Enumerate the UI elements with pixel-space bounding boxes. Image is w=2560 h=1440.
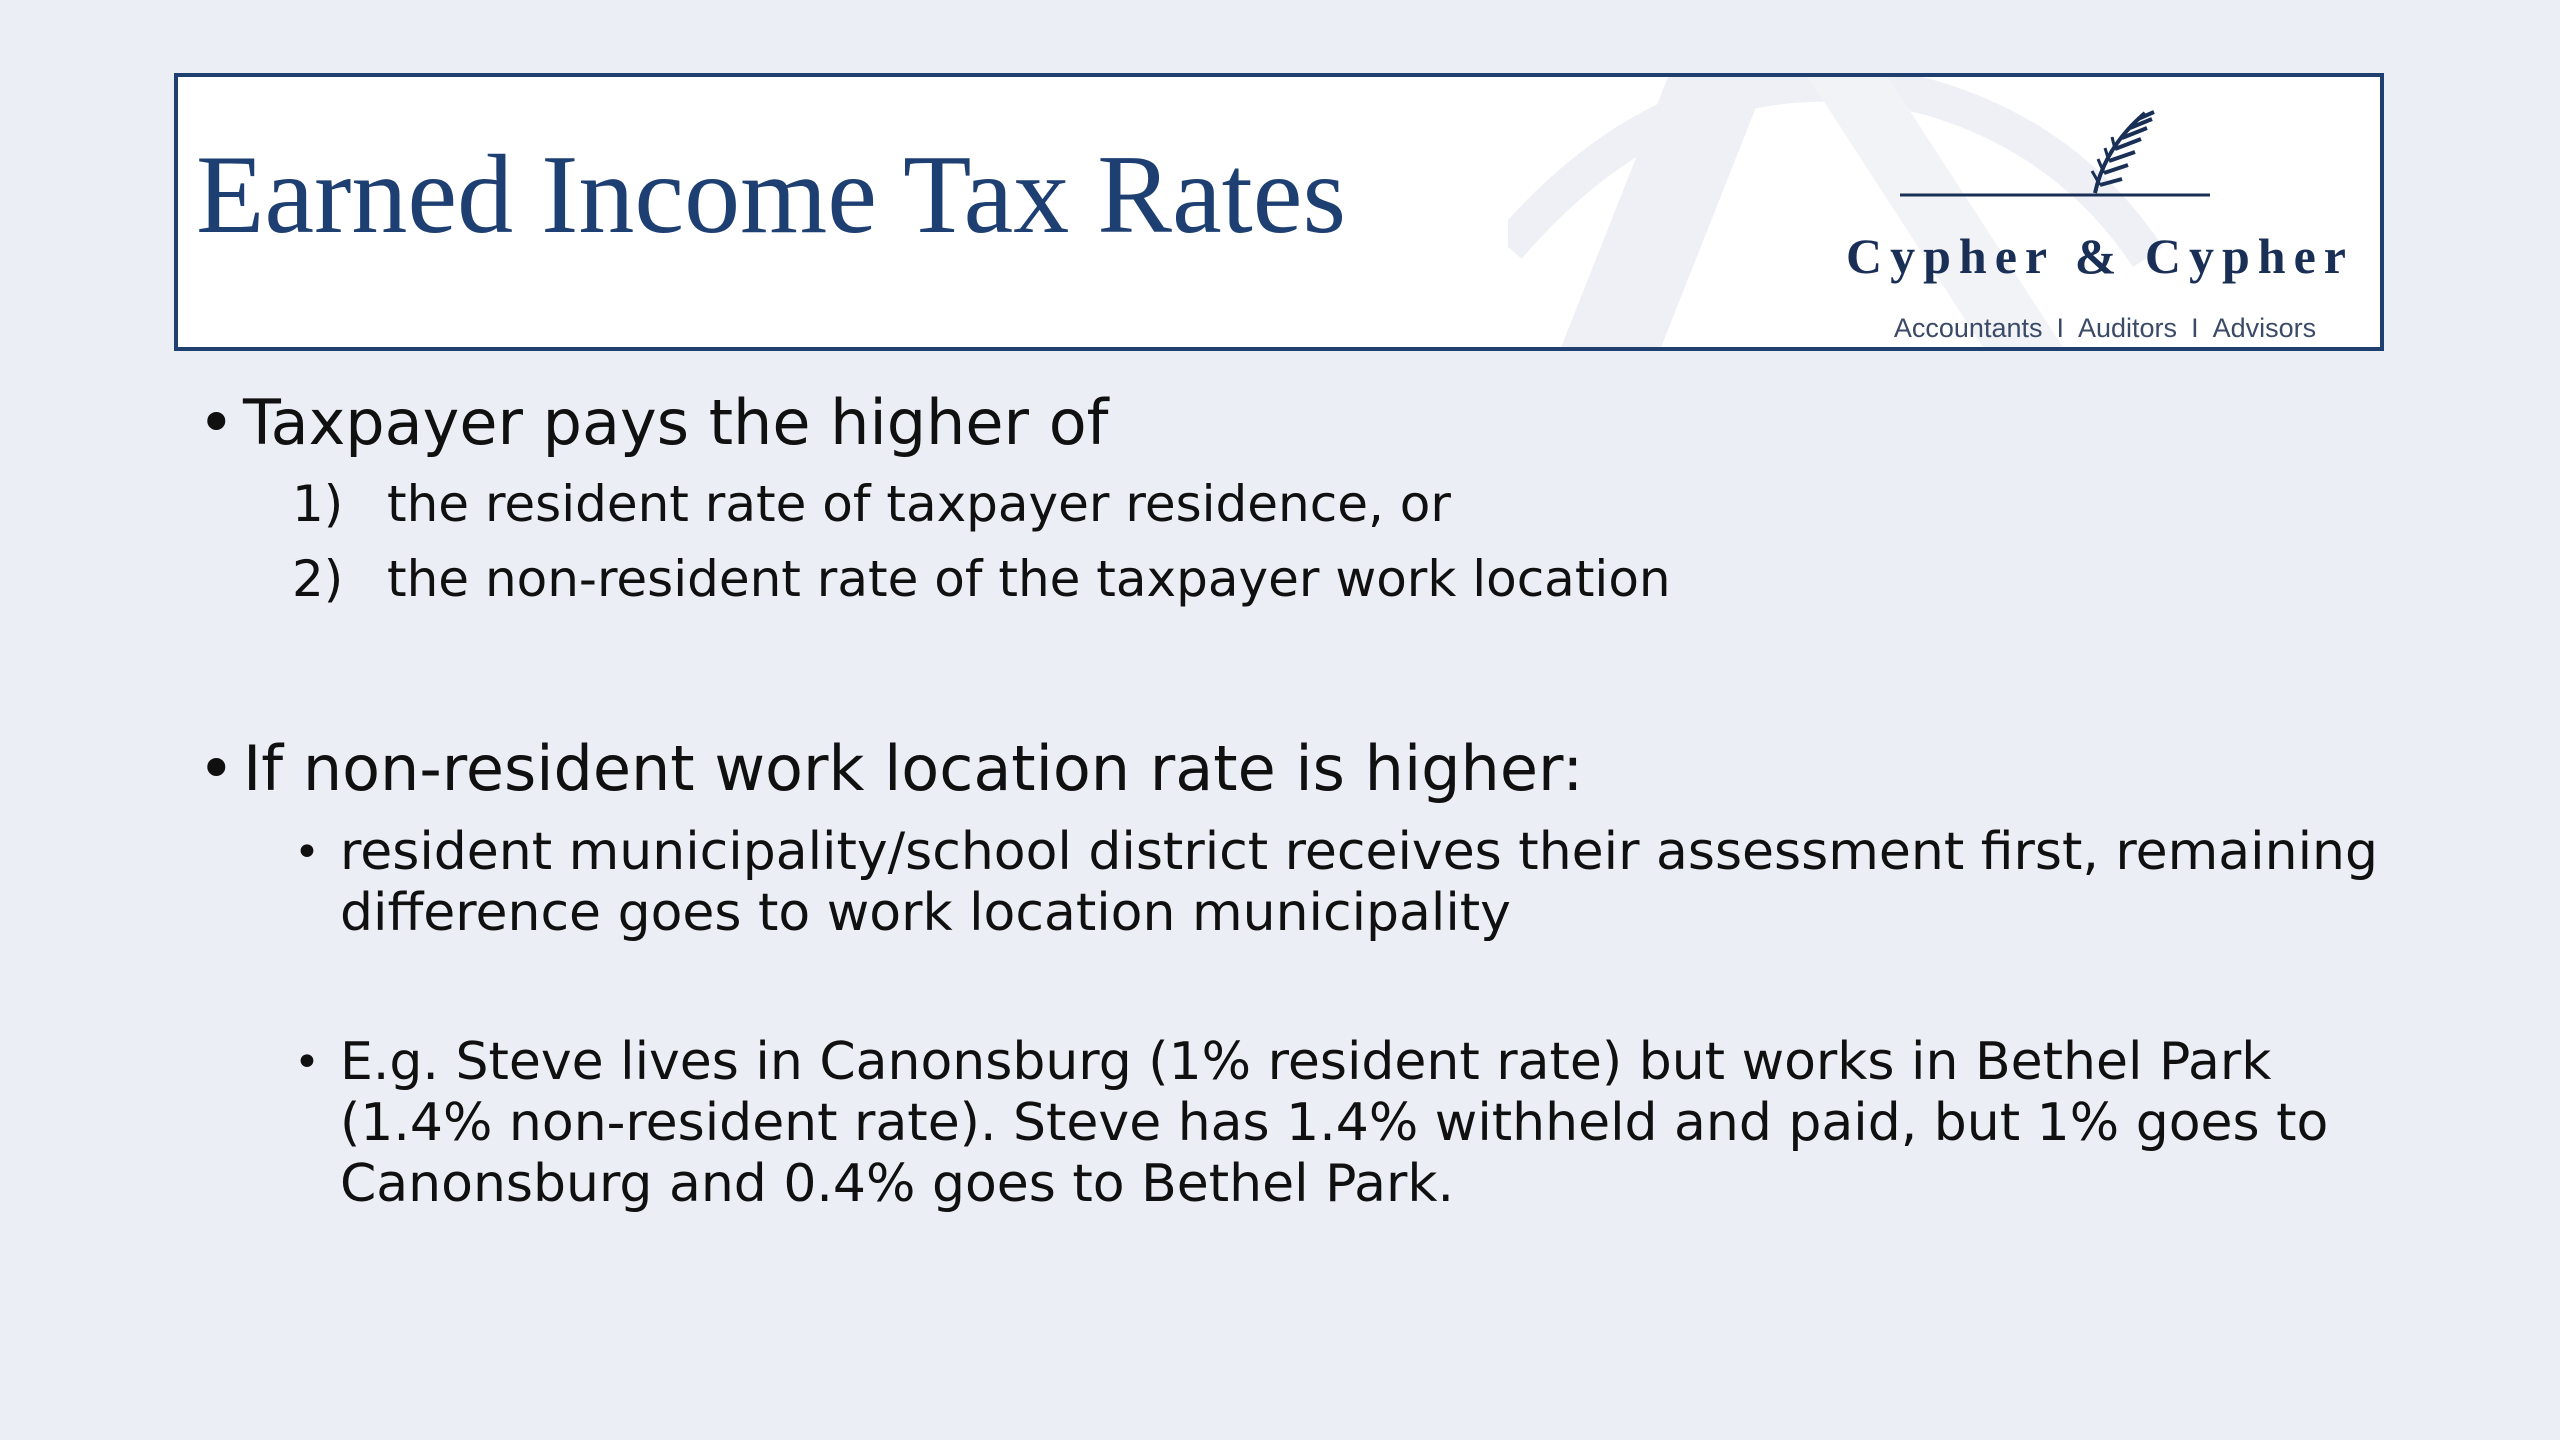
tagline-advisors: Advisors <box>2212 313 2317 343</box>
item-text: the non-resident rate of the taxpayer work location <box>387 550 1671 608</box>
bullet-icon: • <box>198 732 235 805</box>
sub-bullet-item <box>294 822 2378 944</box>
bullet-icon: • <box>198 386 235 459</box>
sub-bullet-line: E.g. Steve lives in Canonsburg (1% resident rate) but works in Bethel Park <box>340 1032 2272 1092</box>
company-logo <box>1820 77 2380 351</box>
logo-name: Cypher & Cypher <box>1846 228 2354 284</box>
bullet-icon: • <box>294 827 320 878</box>
sub-bullet-line: Canonsburg and 0.4% goes to Bethel Park. <box>340 1154 1455 1214</box>
tagline-accountants: Accountants <box>1893 313 2043 343</box>
sub-bullet-item <box>294 1032 2329 1215</box>
bullet-item <box>198 386 1109 459</box>
bullet-text: Taxpayer pays the higher of <box>243 386 1109 459</box>
item-text: the resident rate of taxpayer residence, or <box>387 475 1451 533</box>
sub-bullet-line: resident municipality/school district receives their assessment first, remaining <box>340 822 2378 882</box>
sub-bullet-line: (1.4% non-resident rate). Steve has 1.4% withheld and paid, but 1% goes to <box>340 1093 2329 1153</box>
tagline-separator: I <box>2191 313 2199 343</box>
item-number: 1) <box>292 475 344 533</box>
bullet-text: If non-resident work location rate is higher: <box>243 732 1584 805</box>
quill-icon <box>1900 107 2300 207</box>
bullet-item <box>198 732 1584 805</box>
tagline-auditors: Auditors <box>2078 313 2178 343</box>
title-banner <box>174 73 2384 351</box>
tagline-separator: I <box>2056 313 2064 343</box>
logo-tagline <box>1820 313 2384 344</box>
page-title: Earned Income Tax Rates <box>196 133 1347 257</box>
bullet-icon: • <box>294 1037 320 1088</box>
sub-bullet-line: difference goes to work location municipality <box>340 883 1511 943</box>
item-number: 2) <box>292 550 344 608</box>
